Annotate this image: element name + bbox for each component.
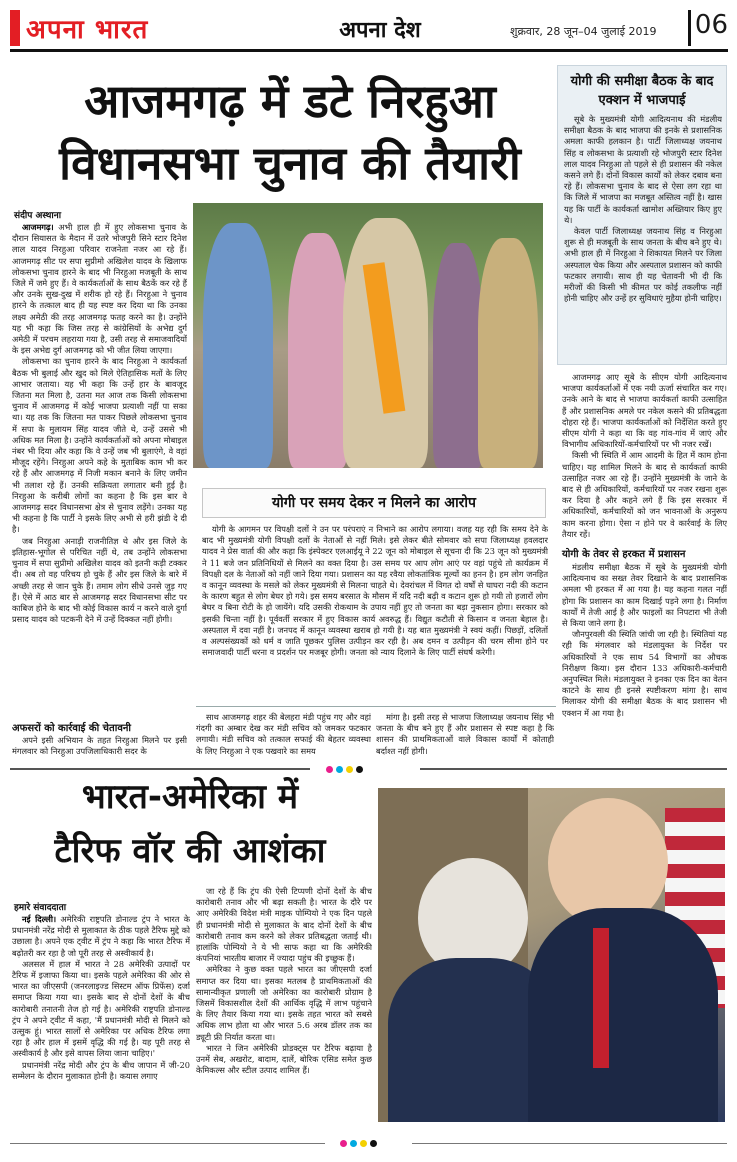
- story1-continuation-right: मांगा है। इसी तरह से भाजपा जिलाध्यक्ष जयनाथ सिंह भी जनता के बीच बने हुए हैं और प्रशासन से स्पष्ट कहा है कि शासन की प्राथमिकताओं वाले विकास कार्यों में कोताही बर्दाश्त नहीं होगी।: [376, 712, 554, 756]
- story1-paragraph-1: अभी हाल ही में हुए लोकसभा चुनाव के दौरान सियासत के मैदान में उतरे भोजपुरी सिने स्टार दिनेश लाल यादव निरहुआ परिवार राजनेता नजर आ रहे हैं। आजमगढ़ सीट पर सपा सुप्रीमो अखिलेश यादव के खिलाफ लोकसभा चुनाव हारने के बाद भी निरहुआ मजबूती के साथ जिले में जमे हुए हैं। वे कार्यकर्ताओं के साथ बैठकें कर रहे हैं और उनके सुख-दुख में शरीक हो रहे हैं। निरहुआ ने चुनाव हारने के तत्काल बाद ही यह स्पष्ट कर दिया था कि उनका लक्ष्य अमेठी की तरह आजमगढ़ फतह करने का है। उन्होंने यह भी कहा कि जिस तरह से कांग्रेसियों के अभेद्य दुर्ग अमेठी में परचम लहराया गया है, उसी तरह से समाजवादियों के इस अभेद्य दुर्ग आजमगढ़ को भी जीत लिया जाएगा।: [12, 222, 187, 356]
- story2-byline: हमारे संवाददाता: [14, 903, 67, 913]
- story1-column-right-end: [376, 712, 554, 762]
- right-column-bottom: [562, 562, 727, 762]
- right-paragraph-1: आजमगढ़ आए सूबे के सीएम योगी आदित्यनाथ भाजपा कार्यकर्ताओं में एक नयी ऊर्जा संचारित कर गए। उनके आने के बाद से भाजपा कार्यकर्ता काफी उत्साहित हैं और प्रशासनिक अमले पर नकेल कसने की प्रतिबद्धता दोहरा रहे हैं। भाजपा कार्यकर्ताओं को निर्देशित करते हुए सीएम योगी ने कहा था कि वह गांव-गांव में जाएं और विभागीय अधिकारियों-कर्मचारियों पर भी नजर रखें।: [562, 372, 727, 450]
- story1-column-mid-end: [196, 712, 371, 762]
- issue-date: शुक्रवार, 28 जून–04 जुलाई 2019: [510, 25, 657, 38]
- color-dots-bottom: [340, 1140, 377, 1147]
- story2-column-2: [196, 886, 372, 1132]
- page-number: 06: [688, 10, 728, 46]
- story2-paragraph-6: भारत ने जिन अमेरिकी प्रोडक्ट्स पर टैरिफ बढ़ाया है उनमें सेब, अखरोट, बादाम, दालें, बोरिक एसिड समेत कुछ केमिकल्स और स्टील उत्पाद शामिल हैं।: [196, 1042, 372, 1076]
- red-tie: [593, 928, 609, 1068]
- story1-column-1-end: [12, 735, 187, 759]
- main-headline-line1: आजमगढ़ में डटे निरहुआ: [84, 74, 496, 128]
- boxed-story-paragraph: योगी के आगमन पर विपक्षी दलों ने उन पर परंपराएं न निभाने का आरोप लगाया। वजह यह रही कि समय देने के बाद भी मुख्यमंत्री योगी विपक्षी दलों के नेताओं से नहीं मिले। इसे लेकर बीते सोमवार को सपा जिलाध्यक्ष हवलदार यादव ने प्रेस वार्ता की और कहा कि इंस्पेक्टर एलआईयू ने 22 जून को मोबाइल से सूचना दी कि 23 जून को मुख्यमंत्री ने 11 बजे जन प्रतिनिधियों से मिलने का वक्त दिया है। उस समय पर आप लोग आएं पर वहां पहुंचे तो कार्यक्रम में विपक्षी दल के नेताओं को नहीं जाने दिया गया। प्रशासन का यह रवैया लोकतांत्रिक मूल्यों का हनन है। हम लोग जनहित व कानून व्यवस्था के मसले को लेकर मुख्यमंत्री से मिलना चाहते थे। देवरांचल में विगत दो वर्षों से घाघरा नदी की कटान के कारण बहुत से लोग बेघर हो गये। इस समय बरसात के मौसम में यदि नदी बढ़ी व कटान शुरू हो गयी तो हजारों लोग बेघर व बिना रोटी के हो जायेंगे। यदि उसकी रोकथाम के उपाय नहीं हुए तो जनता का बड़ा नुकसान होगा। सरकार को इसकी चिन्ता नहीं है। पूर्ववर्ती सरकार में हुए विकास कार्य अवरुद्ध हैं। विद्युत कटौती से किसान व जनता बेहाल है। अस्पताल में दवा नहीं है। जनपद में कानून व्यवस्था खराब हो गयी है। यह बात मुख्यमंत्री ने स्वयं कहीं। पिछड़ों, दलितों व अल्पसंख्यकों को धर्म व जाति पूछकर पुलिस उत्पीड़न कर रही है। अब दमन व उत्पीड़न की चरम सीमा होने पर समाजवादी पार्टी धरना व प्रदर्शन पर मजबूर होगी। जनता को न्याय दिलाने के लिए पार्टी संघर्ष करेगी।: [202, 524, 548, 658]
- bottom-rule: [10, 1143, 325, 1144]
- story2-column-1: [12, 914, 190, 1132]
- sidebar-headline: योगी की समीक्षा बैठक के बाद एक्शन में भाजपाई: [570, 74, 714, 108]
- brand-logo: [10, 8, 148, 48]
- story1-continuation-mid: साथ आजमगढ़ शहर की बेलहरा मंडी पहुंच गए और वहां गंदगी का अम्बार देख कर मंडी सचिव को जमकर फटकार लगायी। मंडी सचिव को तत्काल सफाई की बेहतर व्यवस्था के लिए निरहुआ ने एक पखवारे का समय: [196, 712, 371, 756]
- photo-person: [288, 233, 348, 468]
- section-title: अपना देश: [339, 18, 421, 43]
- right-paragraph-3: मंडलीय समीक्षा बैठक में सूबे के मुख्यमंत्री योगी आदित्यनाथ का सख्त तेवर दिखाने के बाद प्रशासनिक अमला भी हरकत में आ गया है। यह कहना गलत नहीं होगा कि प्रशासन का काम दिखाई पड़ने लगा है। निर्माण कार्यों में तेजी आई है और फाइलों का निपटारा भी तेजी से किया जाने लगा है।: [562, 562, 727, 629]
- color-dot: [340, 1140, 347, 1147]
- story2-headline: [10, 770, 370, 878]
- main-headline: [30, 70, 550, 194]
- story1-paragraph-3: जब निरहुआ अनाड़ी राजनीतिज्ञ थे और इस जिले के इतिहास-भूगोल से परिचित नहीं थे, तब उन्होंने लोकसभा चुनाव में सपा सुप्रीमो अखिलेश यादव को इतनी कड़ी टक्कर दी। अब तो वह परिचय हो चुके हैं और इस जिले के बारे में अच्छी तरह से जान चुके हैं। तमाम लोग सीधे उनसे जुड़ गए हैं। ऐसे में आठ बार से आजमगढ़ सदर विधानसभा सीट पर काबिज होने के बाद भी कोई विकास कार्य न करने वाले दुर्गा प्रसाद यादव को पटकनी देने में उन्हें दिक्कत नहीं होगी।: [12, 535, 187, 625]
- sidebar-paragraph-1: सूबे के मुख्यमंत्री योगी आदित्यनाथ की मंडलीय समीक्षा बैठक के बाद भाजपा की इनके से प्रशासनिक अमला काफी हलकान है। पार्टी जिलाध्यक्ष जयनाथ सिंह व लोकसभा के प्रत्याशी रहे भोजपुरी स्टार दिनेश लाल यादव निरहुआ तो पहले से ही प्रशासन की नकेल कसने लगे हैं। दोनों विकास कार्यों को लेकर दबाव बना रहे हैं। लोकसभा चुनाव के बाद से ऐसा लग रहा था कि जिले में भाजपा का मजबूत अस्तित्व नहीं है। खास यह कि पार्टी के कार्यकर्ता खामोश अख्तियार किए हुए थे।: [564, 114, 722, 225]
- story1-dateline: आजमगढ़।: [22, 222, 54, 232]
- story1-paragraph-2: लोकसभा का चुनाव हारने के बाद निरहुआ ने कार्यकर्ता बैठक भी बुलाई और खुद को मिले ऐतिहासिक मतों के लिए आभार जताया। यह भी कहा कि उन्हें हार के बावजूद जितना मत मिला है, उतना मत आज तक किसी लोकसभा चुनाव में आजमगढ़ में कोई भाजपा प्रत्याशी नहीं पा सका था। यह तक कि जितना मत पाकर पिछले लोकसभा चुनाव में सपा के मुलायम सिंह यादव जीते थे, उन्हें उससे भी अधिक मत मिला है। उन्होंने कार्यकर्ताओं को अपना मोबाइल नंबर भी दिया और कहा कि वे उन्हें जब भी बुलाएंगे, वे वहां मौजूद रहेंगे। निरहुआ अपने कहे के मुताबिक काम भी कर रहे हैं और आजमगढ़ में निजी मकान बनाने के लिए जमीन भी तलाश रहे हैं। उनकी सक्रियता लगातार बनी हुई है। निरहुआ के करीबी लोगों का कहना है कि इस बार वे आजमगढ़ सदर विधानसभा क्षेत्र से चुनाव लड़ेंगे। उनका यह भी कहना है कि पार्टी ने इसके लिए अभी से हरी झंडी दे दी है।: [12, 356, 187, 535]
- right-subhead: योगी के तेवर से हरकत में प्रशासन: [562, 549, 686, 560]
- photo-person: [528, 908, 718, 1122]
- photo-person: [433, 243, 483, 468]
- sidebar-box: [557, 65, 727, 365]
- story2-headline-line2: टैरिफ वॉर की आशंका: [54, 831, 326, 871]
- bottom-rule: [412, 1143, 727, 1144]
- story2-paragraph-1: अमेरिकी राष्ट्रपति डोनाल्ड ट्रंप ने भारत के प्रधानमंत्री नरेंद्र मोदी से मुलाकात के ठीक पहले टैरिफ मुद्दे को उछाला है। अपने एक ट्वीट में ट्रंप ने कहा कि भारत टैरिफ में बढ़ोतरी कर रहा है जो पूरी तरह से अस्वीकार्य है।: [12, 914, 190, 958]
- modi-trump-photo: [378, 788, 725, 1122]
- sidebar-paragraph-2: केवल पार्टी जिलाध्यक्ष जयनाथ सिंह व निरहुआ शुरू से ही मजबूती के साथ जनता के बीच बने हुए थे। अभी हाल ही में निरहुआ ने शिकायत मिलने पर जिला अस्पताल चेक किया और अस्पताल प्रशासन को काफी फटकार लगायी। साथ ही यह चेतावनी भी दी कि मरीजों की किसी भी कीमत पर कोई तकलीफ नहीं होनी चाहिए और उन्हें हर सुविधाएं मुहैया होनी चाहिए।: [564, 226, 722, 304]
- brand-red-bar: [10, 10, 20, 46]
- story2-paragraph-5: अमेरिका ने कुछ वक्त पहले भारत का जीएसपी दर्जा समाप्त कर दिया था। इसका मतलब है प्राथमिकताओं की सामान्यीकृत प्रणाली जो अमेरिका का कारोबारी प्रोग्राम है जिसमें विकासशील देशों की आर्थिक वृद्धि में लाभ पहुंचाने के लिए तैयार किया गया था। इसके तहत भारत को सबसे अधिक लाभ होता था और भारत 5.6 अरब डॉलर तक का ड्यूटी फ्री निर्यात करता था।: [196, 964, 372, 1042]
- story1-subhead: अफसरों को कार्रवाई की चेतावनी: [12, 723, 132, 734]
- main-headline-line2: विधानसभा चुनाव की तैयारी: [59, 136, 521, 190]
- right-column-top: [562, 372, 727, 540]
- photo-person: [203, 223, 273, 468]
- color-dot: [370, 1140, 377, 1147]
- masthead: [10, 8, 728, 52]
- sidebar-body: [564, 114, 722, 360]
- story2-paragraph-4: जा रहे हैं कि ट्रंप की ऐसी टिप्पणी दोनों देशों के बीच कारोबारी तनाव और भी बढ़ा सकती है। भारत के दौरे पर आए अमेरिकी विदेश मंत्री माइक पोम्पियो ने एक दिन पहले ही प्रधानमंत्री मोदी से मुलाकात के बाद दोनों देशों के बीच कारोबारी तनाव कम करने को लेकर प्रतिबद्धता जताई थी। हालांकि पोम्पियो ने ये भी साफ कहा था कि अमेरिकी कंपनियां भारतीय बाजार में ज्यादा पहुंच की इच्छुक हैं।: [196, 886, 372, 964]
- story2-paragraph-2: अलसल में हाल में भारत ने 28 अमेरिकी उत्पादों पर टैरिफ में इजाफा किया था। इसके पहले अमेरिका की ओर से भारत का जीएसपी (जनरलाइज्ड सिस्टम ऑफ प्रिफेंस) दर्जा समाप्त किया गया था। इसके बाद से दोनों देशों के बीच कारोबारी तनातनी तेज हो गई है। अमेरिकी राष्ट्रपति डोनाल्ड ट्रंप ने अपने ट्वीट में कहा, 'मैं प्रधानमंत्री मोदी से मिलने को उत्सुक हूं। भारत सालों से अमेरिका पर अधिक टैरिफ लगा रहा है और हाल में इसमें वृद्धि की गई है। यह पूरी तरह से अस्वीकार्य है और इसे वापस लिया जाना चाहिए।': [12, 958, 190, 1059]
- boxed-story-headline: योगी पर समय देकर न मिलने का आरोप: [202, 488, 546, 518]
- section-divider: [420, 768, 727, 770]
- color-dot: [360, 1140, 367, 1147]
- right-paragraph-2: किसी भी स्थिति में आम आदमी के हित में काम होना चाहिए। यह शामिल मिलने के बाद से कार्यकर्ता काफी उत्साहित नजर आ रहे हैं। उन्होंने मुख्यमंत्री के जाने के बाद से ही अधिकारियों, कर्मचारियों पर नजर रखना शुरू कर दिया है और कहने लगे हैं कि इस सरकार में अधिकारियों, कर्मचारियों को जन भावनाओं के अनुरूप काम करना होगा। ऐसा न होने पर वे कार्रवाई के लिए तैयार रहें।: [562, 450, 727, 539]
- color-dot: [350, 1140, 357, 1147]
- story1-paragraph-4: अपने इसी अभियान के तहत निरहुआ मिलने पर इसी मंगलवार को निरहुआ उपजिलाधिकारी सदर के: [12, 735, 187, 757]
- right-paragraph-4: जौनपुरवली की स्थिति जांची जा रही है। स्थितियां यह रही कि मंगलवार को मंडलायुक्त के निर्देश पर अधिकारियों ने एक साथ 54 विभागों का औचक निरीक्षण किया। इस दौरान 133 अधिकारी-कर्मचारी अनुपस्थित मिले। मंडलायुक्त ने इनका एक दिन का वेतन काटने के साथ ही इनसे स्पष्टीकरण मांगा है। साथ मिलाकर योगी की समीक्षा बैठक के बाद प्रशासन भी एक्शन में आ गया है।: [562, 629, 727, 718]
- story2-headline-line1: भारत-अमेरिका में: [81, 777, 299, 817]
- boxed-story-body: [202, 524, 548, 698]
- story1-column-1: [12, 222, 187, 742]
- photo-person: [478, 238, 538, 468]
- divider: [196, 706, 556, 707]
- nirahua-rally-photo: [193, 203, 543, 468]
- story1-byline: संदीप अस्थाना: [14, 211, 62, 221]
- brand-name: अपना भारत: [26, 15, 149, 45]
- story2-dateline: नई दिल्ली।: [22, 914, 57, 924]
- story2-paragraph-3: प्रधानमंत्री नरेंद्र मोदी और ट्रंप के बीच जापान में जी-20 सम्मेलन के दौरान मुलाकात होनी है। कयास लगाए: [12, 1059, 190, 1081]
